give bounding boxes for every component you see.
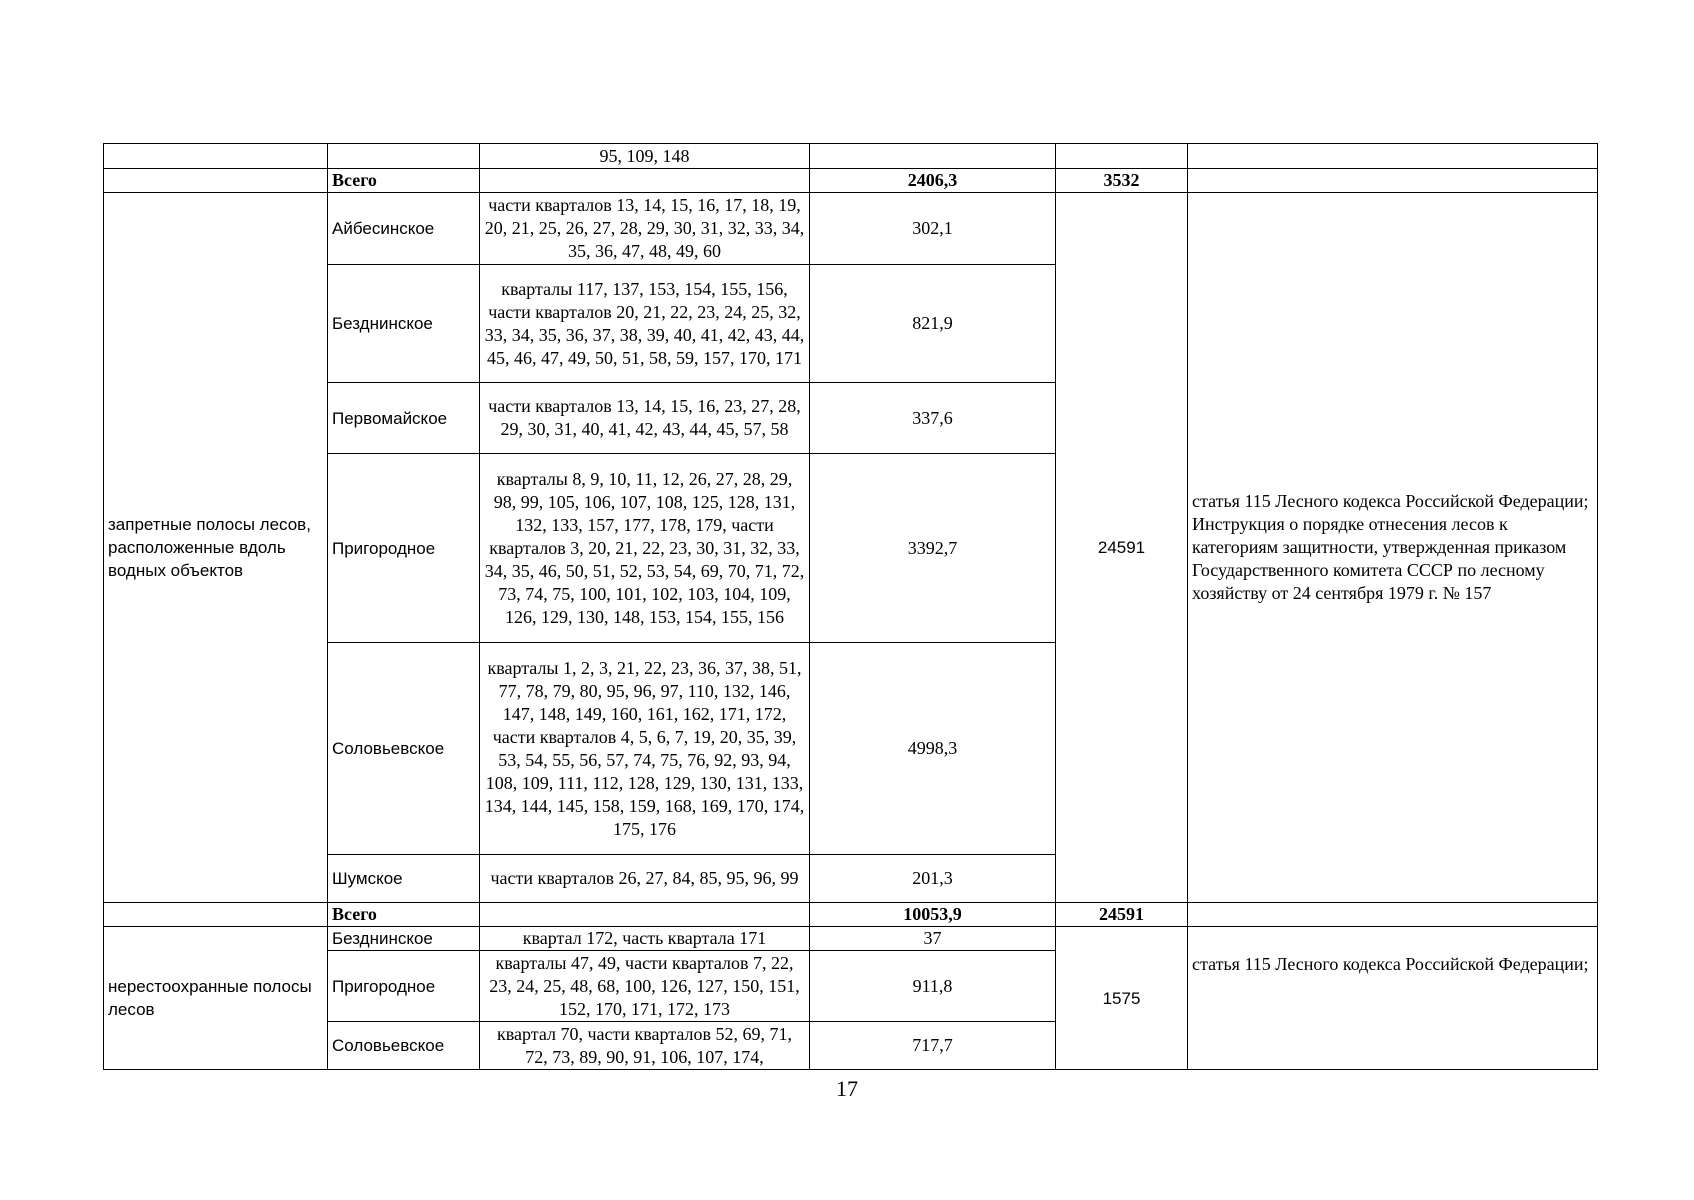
basis-cell: статья 115 Лесного кодекса Российской Федерации; (1188, 927, 1598, 1070)
category-cell: нерестоохранные полосы лесов (104, 927, 328, 1070)
area-cell (810, 144, 1056, 169)
category-cell (104, 144, 328, 169)
forestry-cell: Соловьевское (328, 1022, 480, 1070)
forest-protection-table (103, 143, 1598, 1070)
quarters-cell: кварталы 1, 2, 3, 21, 22, 23, 36, 37, 38, 51, 77, 78, 79, 80, 95, 96, 97, 110, 132, 146, 147, 148, 149, 160, 161, 162, 171, 172, части кварталов 4, 5, 6, 7, 19, 20, 35, 39, 53, 54, 55, 56, 57, 74, 75, 76, 92, 93, 94, 108, 109, 111, 112, 128, 129, 130, 131, 133, 134, 144, 145, 158, 159, 168, 169, 170, 174, 175, 176 (480, 643, 810, 855)
area-cell: 302,1 (810, 193, 1056, 265)
table-row-continued (104, 144, 1598, 169)
basis-cell: статья 115 Лесного кодекса Российской Федерации; Инструкция о порядке отнесения лесов к категориям защитности, утвержденная приказом Государственного комитета СССР по лесному хозяйству от 24 сентября 1979 г. № 157 (1188, 193, 1598, 903)
total-area: 2406,3 (810, 169, 1056, 193)
category-cell: запретные полосы лесов, расположенные вдоль водных объектов (104, 193, 328, 903)
table-total-row (104, 169, 1598, 193)
quarters-cell (480, 169, 810, 193)
area-cell: 4998,3 (810, 643, 1056, 855)
quarters-cell (480, 903, 810, 927)
area-cell: 821,9 (810, 265, 1056, 383)
table-row (104, 927, 1598, 951)
forestry-cell: Пригородное (328, 454, 480, 643)
forestry-cell: Шумское (328, 855, 480, 903)
basis-cell (1188, 169, 1598, 193)
forestry-cell (328, 144, 480, 169)
area-cell: 911,8 (810, 951, 1056, 1022)
quarters-cell: кварталы 8, 9, 10, 11, 12, 26, 27, 28, 29, 98, 99, 105, 106, 107, 108, 125, 128, 131, 132, 133, 157, 177, 178, 179, части кварталов 3, 20, 21, 22, 23, 30, 31, 32, 33, 34, 35, 46, 50, 51, 52, 53, 54, 69, 70, 71, 72, 73, 74, 75, 100, 101, 102, 103, 104, 109, 126, 129, 130, 148, 153, 154, 155, 156 (480, 454, 810, 643)
total-value: 3532 (1056, 169, 1188, 193)
total-label: Всего (328, 903, 480, 927)
category-cell (104, 903, 328, 927)
table-total-row (104, 903, 1598, 927)
category-cell (104, 169, 328, 193)
total-value: 24591 (1056, 903, 1188, 927)
quarters-cell: кварталы 47, 49, части кварталов 7, 22, 23, 24, 25, 48, 68, 100, 126, 127, 150, 151, 152, 170, 171, 172, 173 (480, 951, 810, 1022)
quarters-cell: части кварталов 26, 27, 84, 85, 95, 96, 99 (480, 855, 810, 903)
basis-cell (1188, 903, 1598, 927)
quarters-cell: квартал 172, часть квартала 171 (480, 927, 810, 951)
quarters-cell: кварталы 117, 137, 153, 154, 155, 156, части кварталов 20, 21, 22, 23, 24, 25, 32, 33, 34, 35, 36, 37, 38, 39, 40, 41, 42, 43, 44, 45, 46, 47, 49, 50, 51, 58, 59, 157, 170, 171 (480, 265, 810, 383)
area-cell: 3392,7 (810, 454, 1056, 643)
basis-cell (1188, 144, 1598, 169)
quarters-cell: квартал 70, части кварталов 52, 69, 71, 72, 73, 89, 90, 91, 106, 107, 174, (480, 1022, 810, 1070)
forestry-cell: Безднинское (328, 265, 480, 383)
area-cell: 337,6 (810, 383, 1056, 454)
forestry-cell: Соловьевское (328, 643, 480, 855)
area-cell: 201,3 (810, 855, 1056, 903)
quarters-cell: части кварталов 13, 14, 15, 16, 23, 27, 28, 29, 30, 31, 40, 41, 42, 43, 44, 45, 57, 58 (480, 383, 810, 454)
forestry-cell: Пригородное (328, 951, 480, 1022)
total-label: Всего (328, 169, 480, 193)
table-row (104, 193, 1598, 265)
forestry-cell: Безднинское (328, 927, 480, 951)
group-total-cell: 24591 (1056, 193, 1188, 903)
group-total-cell: 1575 (1056, 927, 1188, 1070)
forestry-cell: Первомайское (328, 383, 480, 454)
quarters-cell: части кварталов 13, 14, 15, 16, 17, 18, 19, 20, 21, 25, 26, 27, 28, 29, 30, 31, 32, 33, 34, 35, 36, 47, 48, 49, 60 (480, 193, 810, 265)
area-cell: 717,7 (810, 1022, 1056, 1070)
page-number: 17 (836, 1076, 858, 1101)
forestry-cell: Айбесинское (328, 193, 480, 265)
total-area: 10053,9 (810, 903, 1056, 927)
area-cell: 37 (810, 927, 1056, 951)
total-cell (1056, 144, 1188, 169)
quarters-cell: 95, 109, 148 (480, 144, 810, 169)
